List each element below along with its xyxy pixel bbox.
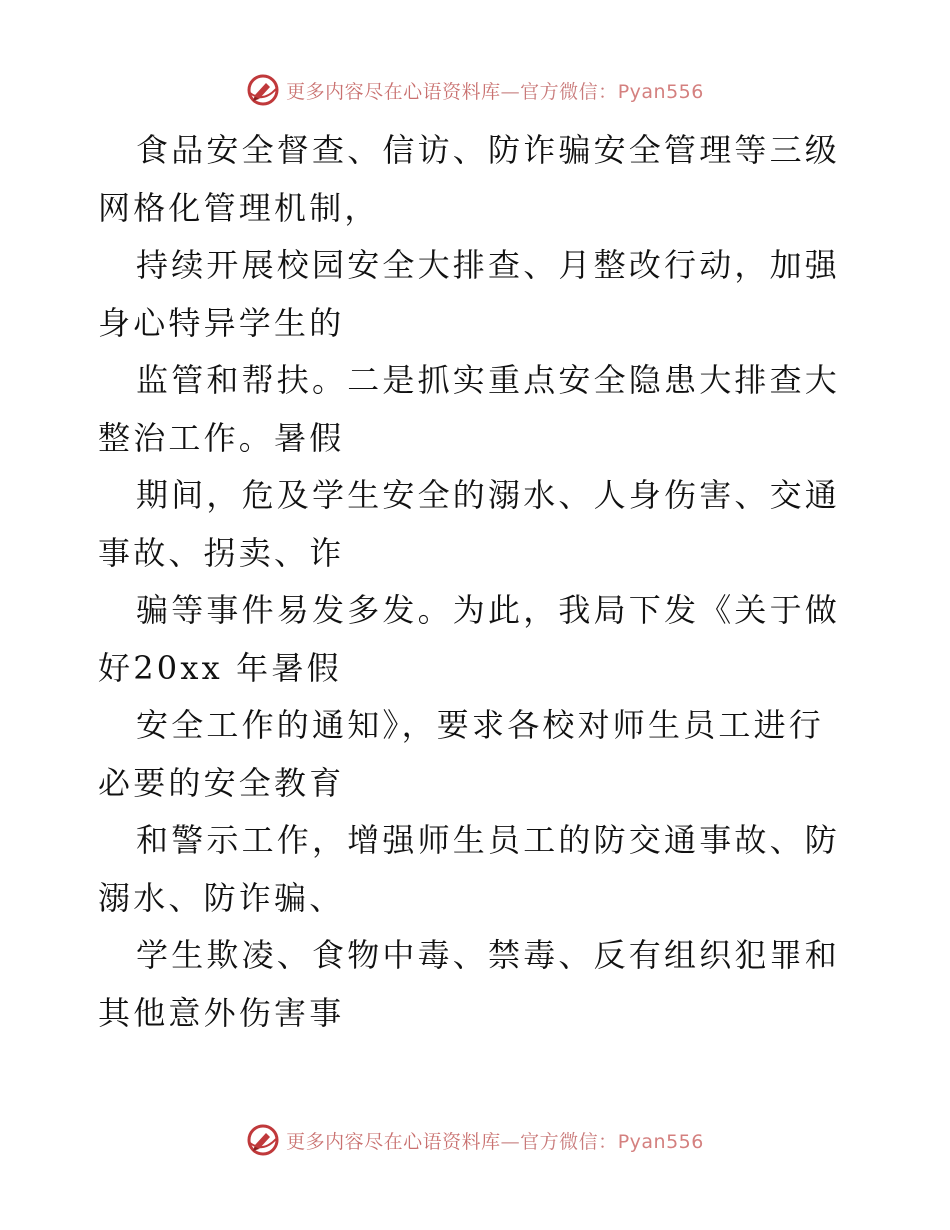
paragraph-8-line-2: 他意外伤害事	[133, 993, 345, 1032]
paragraph-6	[98, 697, 858, 812]
header-wechat-id: Pyan556	[617, 80, 704, 103]
footer-dash: —	[500, 1130, 521, 1153]
footer-brand: 更多内容尽在心语资料库	[286, 1130, 501, 1153]
header-banner-text	[286, 77, 704, 104]
paragraph-1-line-2: 格化管理机制，	[133, 188, 380, 227]
paragraph-8-line-1: 学生欺凌、食物中毒、禁毒、反有组织犯罪和其	[98, 936, 841, 1032]
paragraph-3	[98, 352, 858, 467]
header-wechat-label: 官方微信：	[520, 80, 618, 103]
paragraph-4-line-1: 期间，危及学生安全的溺水、人身伤害、交通事	[98, 476, 841, 572]
paragraph-7-line-2: 水、防诈骗、	[133, 878, 345, 917]
paragraph-3-line-1: 监管和帮扶。二是抓实重点安全隐患大排查大整	[98, 361, 841, 457]
footer-wechat-label: 官方微信：	[520, 1130, 618, 1153]
paragraph-7	[98, 812, 858, 927]
paragraph-7-line-1: 和警示工作，增强师生员工的防交通事故、防溺	[98, 821, 841, 917]
footer-wechat-id: Pyan556	[617, 1130, 704, 1153]
header-banner	[0, 70, 950, 110]
paragraph-5-line-1: 骗等事件易发多发。为此，我局下发《关于做好	[98, 591, 841, 687]
paragraph-1	[98, 122, 858, 237]
paragraph-5	[98, 582, 858, 697]
paragraph-8	[98, 927, 858, 1042]
paragraph-2	[98, 237, 858, 352]
paragraph-5-line-2: 20xx 年暑假	[133, 648, 342, 687]
paragraph-2-line-2: 心特异学生的	[133, 303, 345, 342]
paragraph-4	[98, 467, 858, 582]
footer-banner-text	[286, 1127, 704, 1154]
header-dash: —	[500, 80, 521, 103]
footer-banner	[0, 1120, 950, 1160]
paragraph-6-line-2: 要的安全教育	[133, 763, 345, 802]
paragraph-1-line-1: 食品安全督查、信访、防诈骗安全管理等三级网	[98, 131, 841, 227]
pen-logo-icon	[246, 1123, 280, 1157]
paragraph-4-line-2: 故、拐卖、诈	[133, 533, 345, 572]
pen-logo-icon	[246, 73, 280, 107]
header-brand: 更多内容尽在心语资料库	[286, 80, 501, 103]
paragraph-6-line-1: 安全工作的通知》，要求各校对师生员工进行必	[98, 706, 825, 802]
paragraph-2-line-1: 持续开展校园安全大排查、月整改行动，加强身	[98, 246, 841, 342]
paragraph-3-line-2: 治工作。暑假	[133, 418, 345, 457]
document-body	[98, 122, 858, 1042]
